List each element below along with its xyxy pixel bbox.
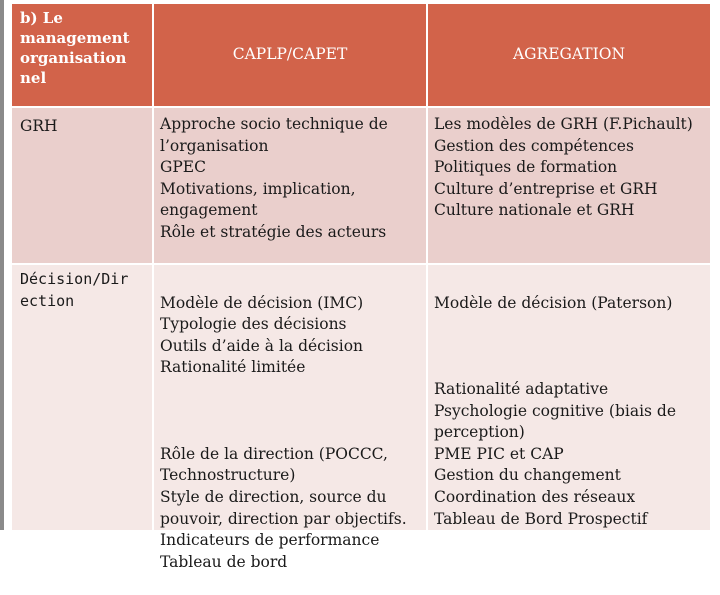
header-agregation: AGREGATION — [428, 4, 710, 106]
row-label-grh: GRH — [12, 108, 152, 263]
cell-decision-agregation-part2: Rationalité adaptative Psychologie cognitive (biais de perception) PME PIC et CAP Gestion du changement Coordination des réseaux Tableau de Bord Prospectif — [434, 379, 677, 528]
paragraph-gap — [160, 401, 420, 423]
header-section-title: b) Le management organisation nel — [12, 4, 152, 106]
cell-grh-agregation: Les modèles de GRH (F.Pichault) Gestion des compétences Politiques de formation Culture d’entreprise et GRH Culture nationale et GRH — [428, 108, 710, 263]
slide-left-bar — [0, 0, 4, 530]
cell-decision-agregation — [428, 265, 710, 530]
cell-decision-caplp-part2: Rôle de la direction (POCCC, Technostructure) Style de direction, source du pouvoir, direction par objectifs. Indicateurs de performance Tableau de bord — [160, 444, 407, 571]
cell-decision-caplp — [154, 265, 426, 571]
cell-decision-agregation-part1: Modèle de décision (Paterson) — [434, 293, 673, 312]
header-caplp-capet: CAPLP/CAPET — [154, 4, 426, 106]
cell-grh-caplp: Approche socio technique de l’organisation GPEC Motivations, implication, engagement Rôle et stratégie des acteurs — [154, 108, 426, 263]
cell-decision-caplp-part1: Modèle de décision (IMC) Typologie des décisions Outils d’aide à la décision Rationalité limitée — [160, 293, 364, 377]
paragraph-gap — [434, 336, 704, 358]
row-label-decision: Décision/Dir ection — [12, 265, 152, 530]
